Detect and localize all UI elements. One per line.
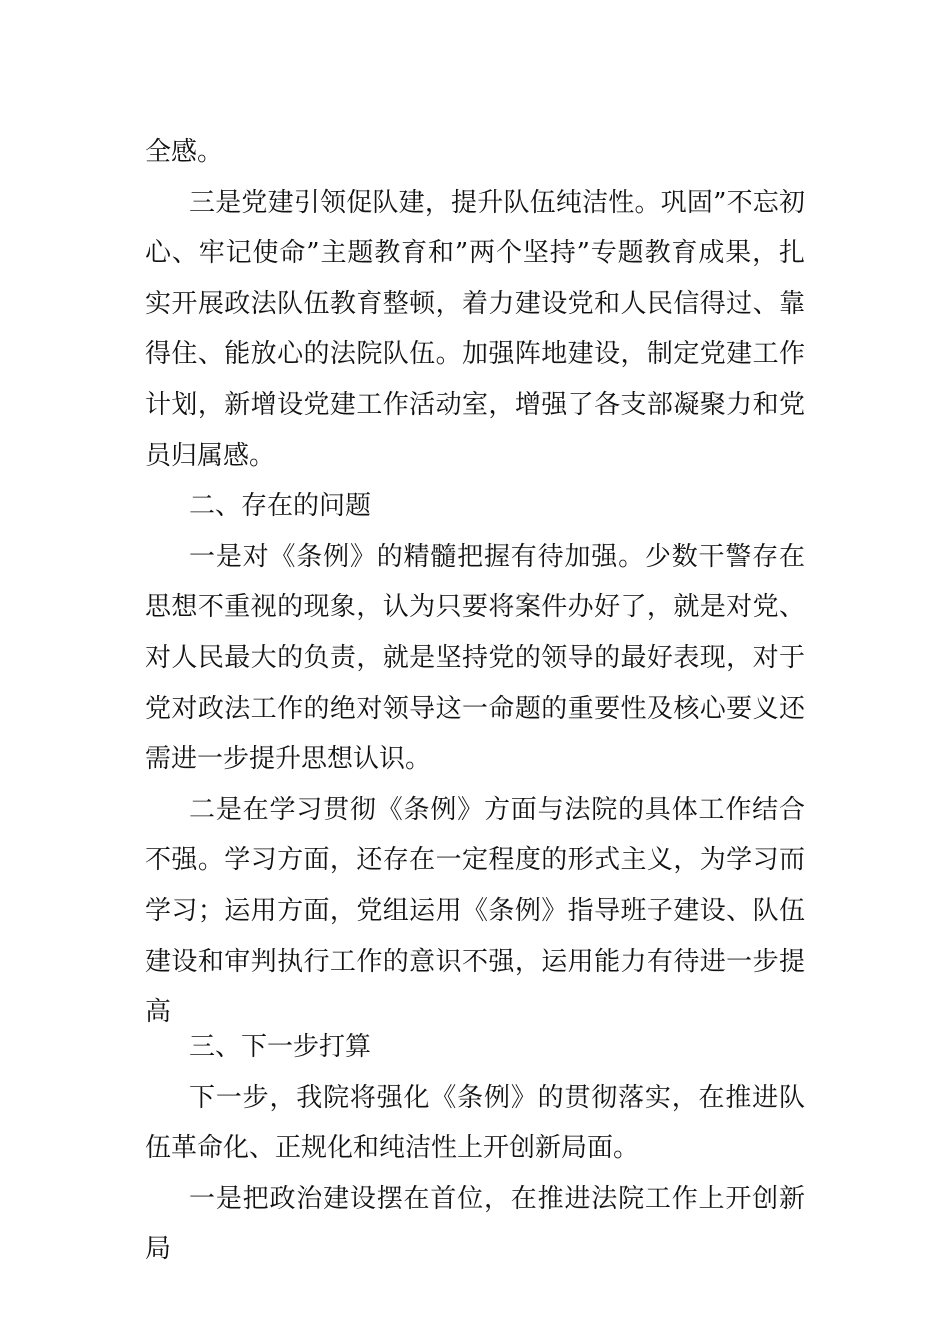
paragraph-problem-one: 一是对《条例》的精髓把握有待加强。少数干警存在思想不重视的现象，认为只要将案件办好了，就是对党、对人民最大的负责，就是坚持党的领导的最好表现，对于党对政法工作的绝对领导这一命题的重要性及核心要义还需进一步提升思想认识。 <box>145 541 805 775</box>
body-text-bottom <box>145 1022 805 1275</box>
body-text-top <box>145 127 805 1038</box>
paragraph-party-building-team: 三是党建引领促队建，提升队伍纯洁性。巩固”不忘初心、牢记使命”主题教育和”两个坚持”专题教育成果，扎实开展政法队伍教育整顿，着力建设党和人民信得过、靠得住、能放心的法院队伍。加强阵地建设，制定党建工作计划，新增设党建工作活动室，增强了各支部凝聚力和党员归属感。 <box>145 187 805 471</box>
paragraph-next-one: 一是把政治建设摆在首位，在推进法院工作上开创新局 <box>145 1183 805 1265</box>
heading-existing-problems: 二、存在的问题 <box>189 491 372 522</box>
heading-next-steps: 三、下一步打算 <box>189 1032 372 1062</box>
paragraph-continuation: 全感。 <box>145 137 224 167</box>
paragraph-problem-two: 二是在学习贯彻《条例》方面与法院的具体工作结合不强。学习方面，还存在一定程度的形式主义，为学习而学习；运用方面，党组运用《条例》指导班子建设、队伍建设和审判执行工作的意识不强，运用能力有待进一步提高 <box>145 794 805 1028</box>
paragraph-next-intro: 下一步，我院将强化《条例》的贯彻落实，在推进队伍革命化、正规化和纯洁性上开创新局面。 <box>145 1082 805 1164</box>
